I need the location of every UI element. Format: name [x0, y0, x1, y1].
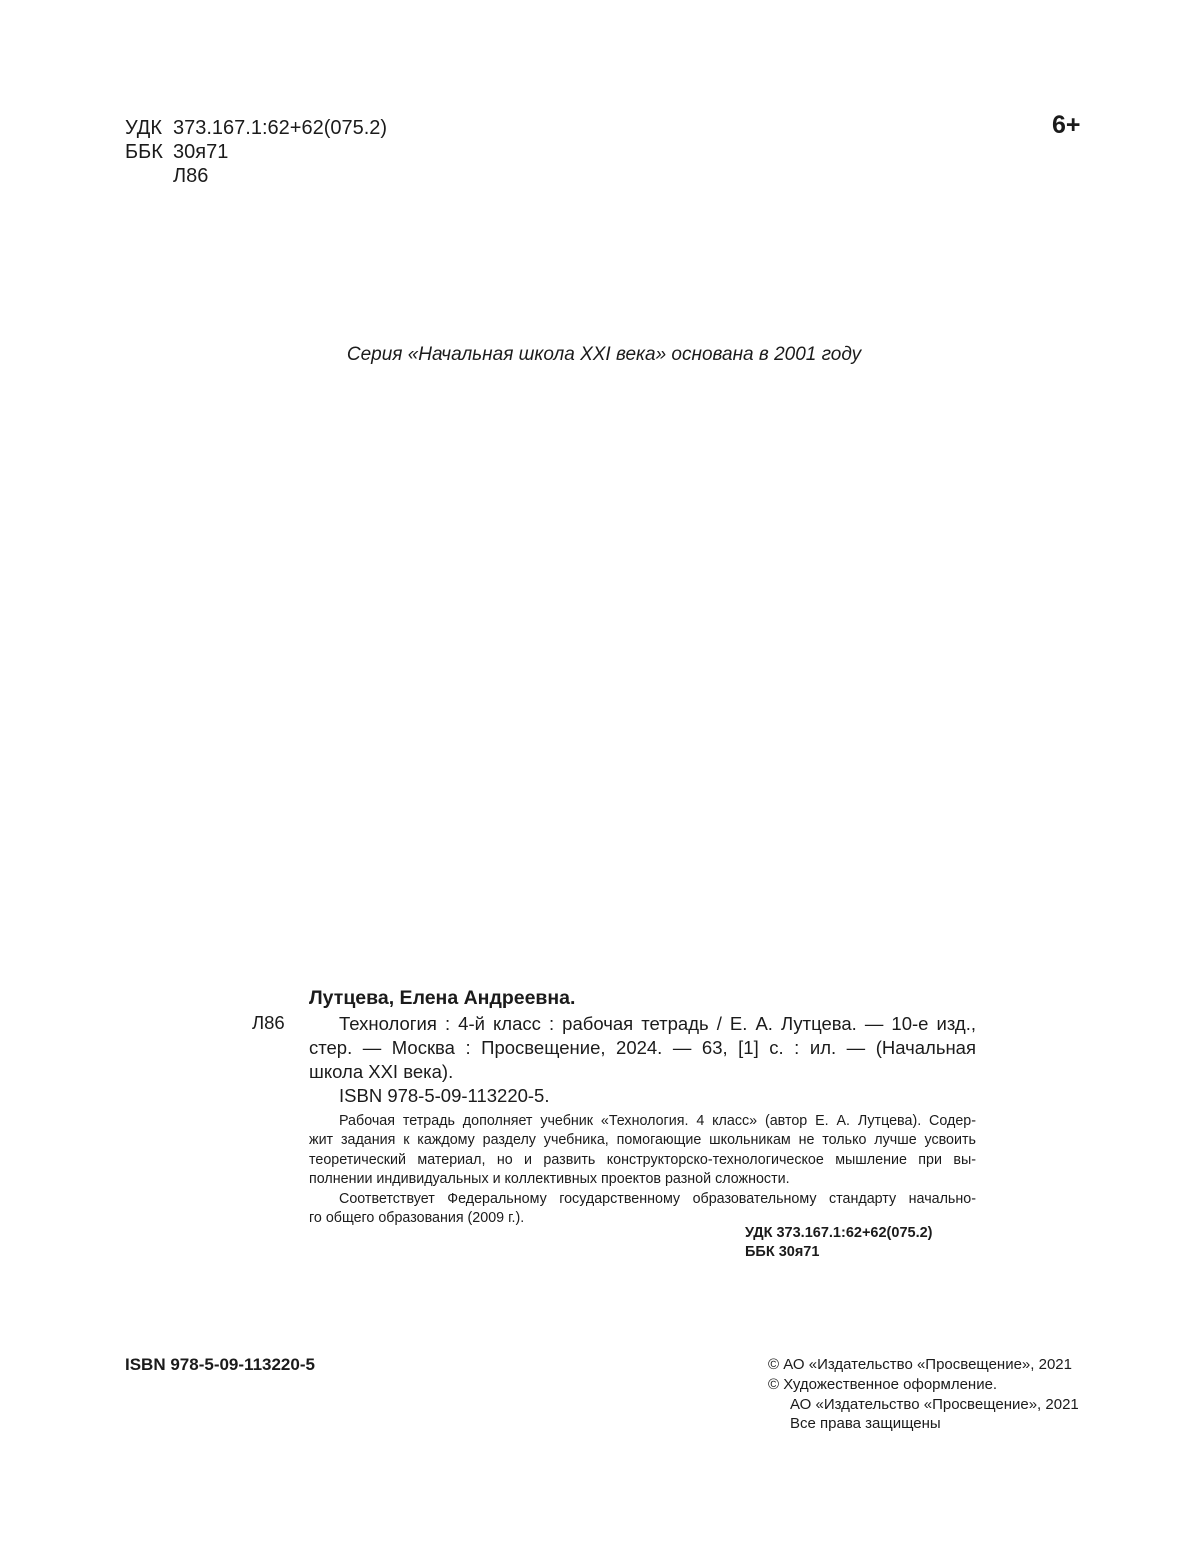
copyright-line: АО «Издательство «Просвещение», 2021: [790, 1395, 1079, 1413]
bbk-label: ББК: [125, 141, 163, 163]
catalog-isbn: ISBN 978-5-09-113220-5.: [339, 1085, 550, 1106]
copyright-line: Все права защищены: [790, 1415, 941, 1433]
isbn-bottom: ISBN 978-5-09-113220-5: [125, 1355, 315, 1374]
classification-block: [125, 115, 425, 195]
annotation-line: полнении индивидуальных и коллективных проектов разной сложности.: [309, 1171, 790, 1188]
author-mark: Л86: [173, 165, 209, 187]
annotation-line: жит задания к каждому разделу учебника, помогающие школьникам не только лучше усвоить: [309, 1132, 976, 1149]
annotation-line: го общего образования (2009 г.).: [309, 1210, 525, 1227]
description-line: школа XXI века).: [309, 1061, 454, 1082]
copyright-line: © АО «Издательство «Просвещение», 2021: [768, 1356, 1072, 1373]
catalog-author: Лутцева, Елена Андреевна.: [309, 987, 576, 1009]
catalog-bbk: ББК 30я71: [745, 1244, 820, 1260]
udk-value: 373.167.1:62+62(075.2): [173, 117, 388, 139]
bbk-value: 30я71: [173, 141, 229, 163]
catalog-classification: [745, 1224, 933, 1262]
copyright-block: [768, 1355, 1079, 1434]
annotation-line: теоретический материал, но и развить конструкторско-технологическое мышление при вы-: [309, 1151, 976, 1168]
udk-label: УДК: [125, 117, 163, 139]
copyright-line: © Художественное оформление.: [768, 1375, 998, 1393]
description-line: стер. — Москва : Просвещение, 2024. — 63, [1] с. : ил. — (Начальная: [309, 1037, 976, 1058]
catalog-description: [309, 1012, 976, 1084]
series-note: Серия «Начальная школа XXI века» основана в 2001 году: [346, 344, 862, 365]
catalog-code: Л86: [252, 1012, 285, 1033]
description-line: Технология : 4-й класс : рабочая тетрадь / Е. А. Лутцева. — 10-е изд.,: [339, 1013, 976, 1034]
annotation-line: Соответствует Федеральному государственному образовательному стандарту начально-: [339, 1190, 976, 1207]
catalog-annotation: [309, 1112, 976, 1228]
age-rating: 6+: [1052, 111, 1081, 139]
catalog-udk: УДК 373.167.1:62+62(075.2): [745, 1225, 933, 1241]
annotation-line: Рабочая тетрадь дополняет учебник «Технология. 4 класс» (автор Е. А. Лутцева). Содер-: [339, 1113, 976, 1129]
